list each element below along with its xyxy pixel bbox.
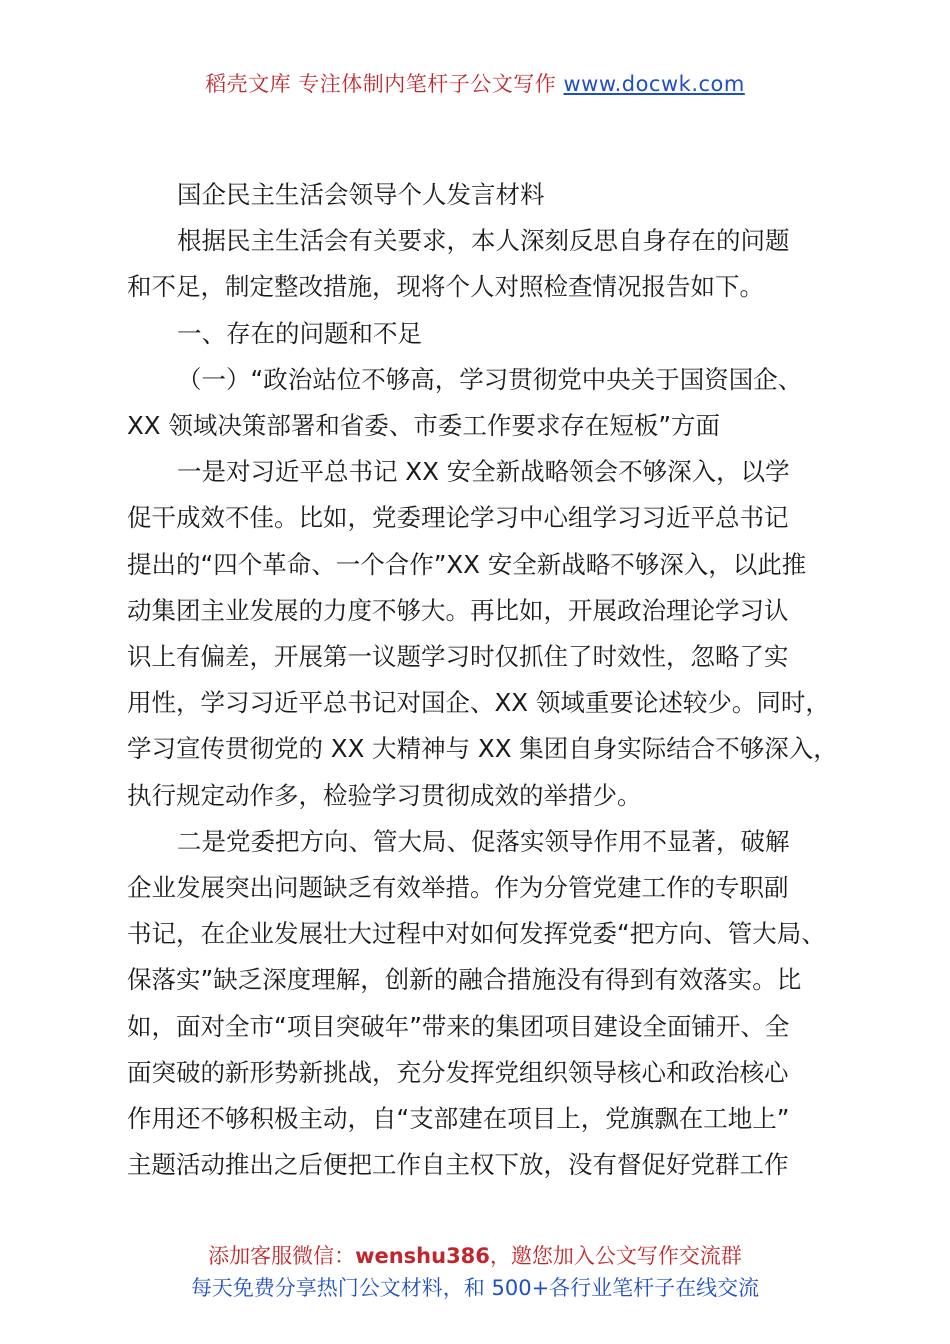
text-line: 学习宣传贯彻党的 XX 大精神与 XX 集团自身实际结合不够深入，	[127, 734, 838, 764]
text-line: 识上有偏差，开展第一议题学习时仅抓住了时效性，忽略了实	[127, 642, 789, 672]
heading-line: 一、存在的问题和不足	[177, 318, 422, 348]
header-link[interactable]: www.docwk.com	[563, 72, 745, 96]
text-line: 企业发展突出问题缺乏有效举措。作为分管党建工作的专职副	[127, 873, 789, 903]
text-line: 如，面对全市“项目突破年”带来的集团项目建设全面铺开、全	[127, 1011, 790, 1041]
wechat-id: wenshu386	[355, 1244, 490, 1268]
footer-contact	[0, 1240, 950, 1270]
point-one-paragraph	[127, 449, 852, 819]
footer-suffix: ，邀您加入公文写作交流群	[489, 1244, 742, 1268]
text-line: 提出的“四个革命、一个合作”XX 安全新战略不够深入，以此推	[127, 549, 807, 579]
subsection-heading	[127, 357, 852, 449]
text-line: 执行规定动作多，检验学习贯彻成效的举措少。	[127, 780, 642, 810]
text-line: 促干成效不佳。比如，党委理论学习中心组学习习近平总书记	[127, 503, 789, 533]
text-line: 和不足，制定整改措施，现将个人对照检查情况报告如下。	[127, 272, 764, 302]
text-line: 主题活动推出之后便把工作自主权下放，没有督促好党群工作	[127, 1150, 789, 1180]
text-line: （一）“政治站位不够高，学习贯彻党中央关于国资国企、	[177, 364, 803, 394]
document-body	[127, 172, 852, 1188]
text-line: 作用还不够积极主动，自“支部建在项目上，党旗飘在工地上”	[127, 1104, 790, 1134]
text-line: 动集团主业发展的力度不够大。再比如，开展政治理论学习认	[127, 595, 789, 625]
text-line: 一是对习近平总书记 XX 安全新战略领会不够深入，以学	[177, 457, 790, 487]
footer-prefix: 添加客服微信：	[208, 1244, 356, 1268]
point-two-paragraph	[127, 819, 852, 1189]
footer-promo: 每天免费分享热门公文材料，和 500+各行业笔杆子在线交流	[190, 1276, 760, 1300]
text-line: 面突破的新形势新挑战，充分发挥党组织领导核心和政治核心	[127, 1057, 789, 1087]
document-title	[127, 172, 852, 218]
text-line: 书记，在企业发展壮大过程中对如何发挥党委“把方向、管大局、	[127, 919, 826, 949]
header-text: 稻壳文库 专注体制内笔杆子公文写作	[205, 72, 564, 96]
watermark-header	[0, 68, 950, 98]
section-heading	[127, 311, 852, 357]
text-line: 用性，学习习近平总书记对国企、XX 领域重要论述较少。同时，	[127, 688, 830, 718]
text-line: 二是党委把方向、管大局、促落实领导作用不显著，破解	[177, 826, 790, 856]
text-line: 保落实”缺乏深度理解，创新的融合措施没有得到有效落实。比	[127, 965, 802, 995]
text-line: XX 领域决策部署和省委、市委工作要求存在短板”方面	[127, 411, 721, 441]
text-line: 根据民主生活会有关要求，本人深刻反思自身存在的问题	[177, 226, 790, 256]
title-line: 国企民主生活会领导个人发言材料	[177, 180, 545, 209]
intro-paragraph	[127, 218, 852, 310]
